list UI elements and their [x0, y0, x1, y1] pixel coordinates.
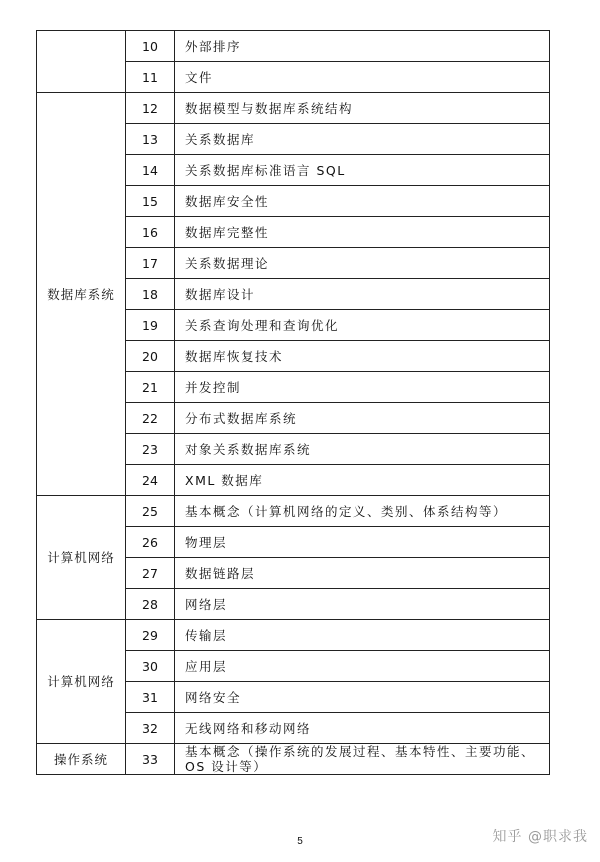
item-topic: 数据库安全性 — [175, 186, 550, 217]
item-topic: 网络层 — [175, 589, 550, 620]
item-number: 25 — [126, 496, 175, 527]
item-number: 17 — [126, 248, 175, 279]
item-number: 19 — [126, 310, 175, 341]
item-topic: 外部排序 — [175, 31, 550, 62]
item-number: 14 — [126, 155, 175, 186]
item-topic: 关系数据库 — [175, 124, 550, 155]
item-number: 15 — [126, 186, 175, 217]
item-topic: 关系查询处理和查询优化 — [175, 310, 550, 341]
category-cell: 计算机网络 — [37, 496, 126, 620]
item-number: 29 — [126, 620, 175, 651]
zhihu-watermark: 知乎 @职求我 — [492, 829, 588, 845]
item-topic: 传输层 — [175, 620, 550, 651]
item-number: 22 — [126, 403, 175, 434]
item-number: 18 — [126, 279, 175, 310]
item-topic: 数据库设计 — [175, 279, 550, 310]
item-number: 23 — [126, 434, 175, 465]
table-row — [37, 93, 550, 124]
item-number: 28 — [126, 589, 175, 620]
item-number: 16 — [126, 217, 175, 248]
item-topic: 基本概念（计算机网络的定义、类别、体系结构等） — [175, 496, 550, 527]
table-row — [37, 744, 550, 775]
item-topic: 分布式数据库系统 — [175, 403, 550, 434]
category-cell: 操作系统 — [37, 744, 126, 775]
item-number: 11 — [126, 62, 175, 93]
item-topic: 关系数据理论 — [175, 248, 550, 279]
item-topic: 并发控制 — [175, 372, 550, 403]
item-topic: 网络安全 — [175, 682, 550, 713]
item-topic: 关系数据库标准语言 SQL — [175, 155, 550, 186]
item-number: 12 — [126, 93, 175, 124]
category-cell: 计算机网络 — [37, 620, 126, 744]
item-number: 30 — [126, 651, 175, 682]
item-number: 32 — [126, 713, 175, 744]
table-row — [37, 620, 550, 651]
item-topic: 数据模型与数据库系统结构 — [175, 93, 550, 124]
item-topic: 应用层 — [175, 651, 550, 682]
item-topic: 物理层 — [175, 527, 550, 558]
table-row — [37, 496, 550, 527]
item-topic: 数据链路层 — [175, 558, 550, 589]
table-row — [37, 31, 550, 62]
item-topic: 文件 — [175, 62, 550, 93]
item-number: 20 — [126, 341, 175, 372]
category-cell — [37, 31, 126, 93]
item-number: 27 — [126, 558, 175, 589]
syllabus-table-body — [37, 31, 550, 775]
page-number: 5 — [297, 836, 303, 847]
item-topic: 基本概念（操作系统的发展过程、基本特性、主要功能、OS 设计等） — [175, 744, 550, 775]
item-number: 26 — [126, 527, 175, 558]
item-number: 10 — [126, 31, 175, 62]
item-number: 24 — [126, 465, 175, 496]
item-topic: 数据库恢复技术 — [175, 341, 550, 372]
item-topic: XML 数据库 — [175, 465, 550, 496]
item-topic: 数据库完整性 — [175, 217, 550, 248]
item-number: 13 — [126, 124, 175, 155]
item-number: 31 — [126, 682, 175, 713]
category-cell: 数据库系统 — [37, 93, 126, 496]
item-number: 33 — [126, 744, 175, 775]
item-number: 21 — [126, 372, 175, 403]
item-topic: 无线网络和移动网络 — [175, 713, 550, 744]
syllabus-table — [36, 30, 550, 775]
item-topic: 对象关系数据库系统 — [175, 434, 550, 465]
